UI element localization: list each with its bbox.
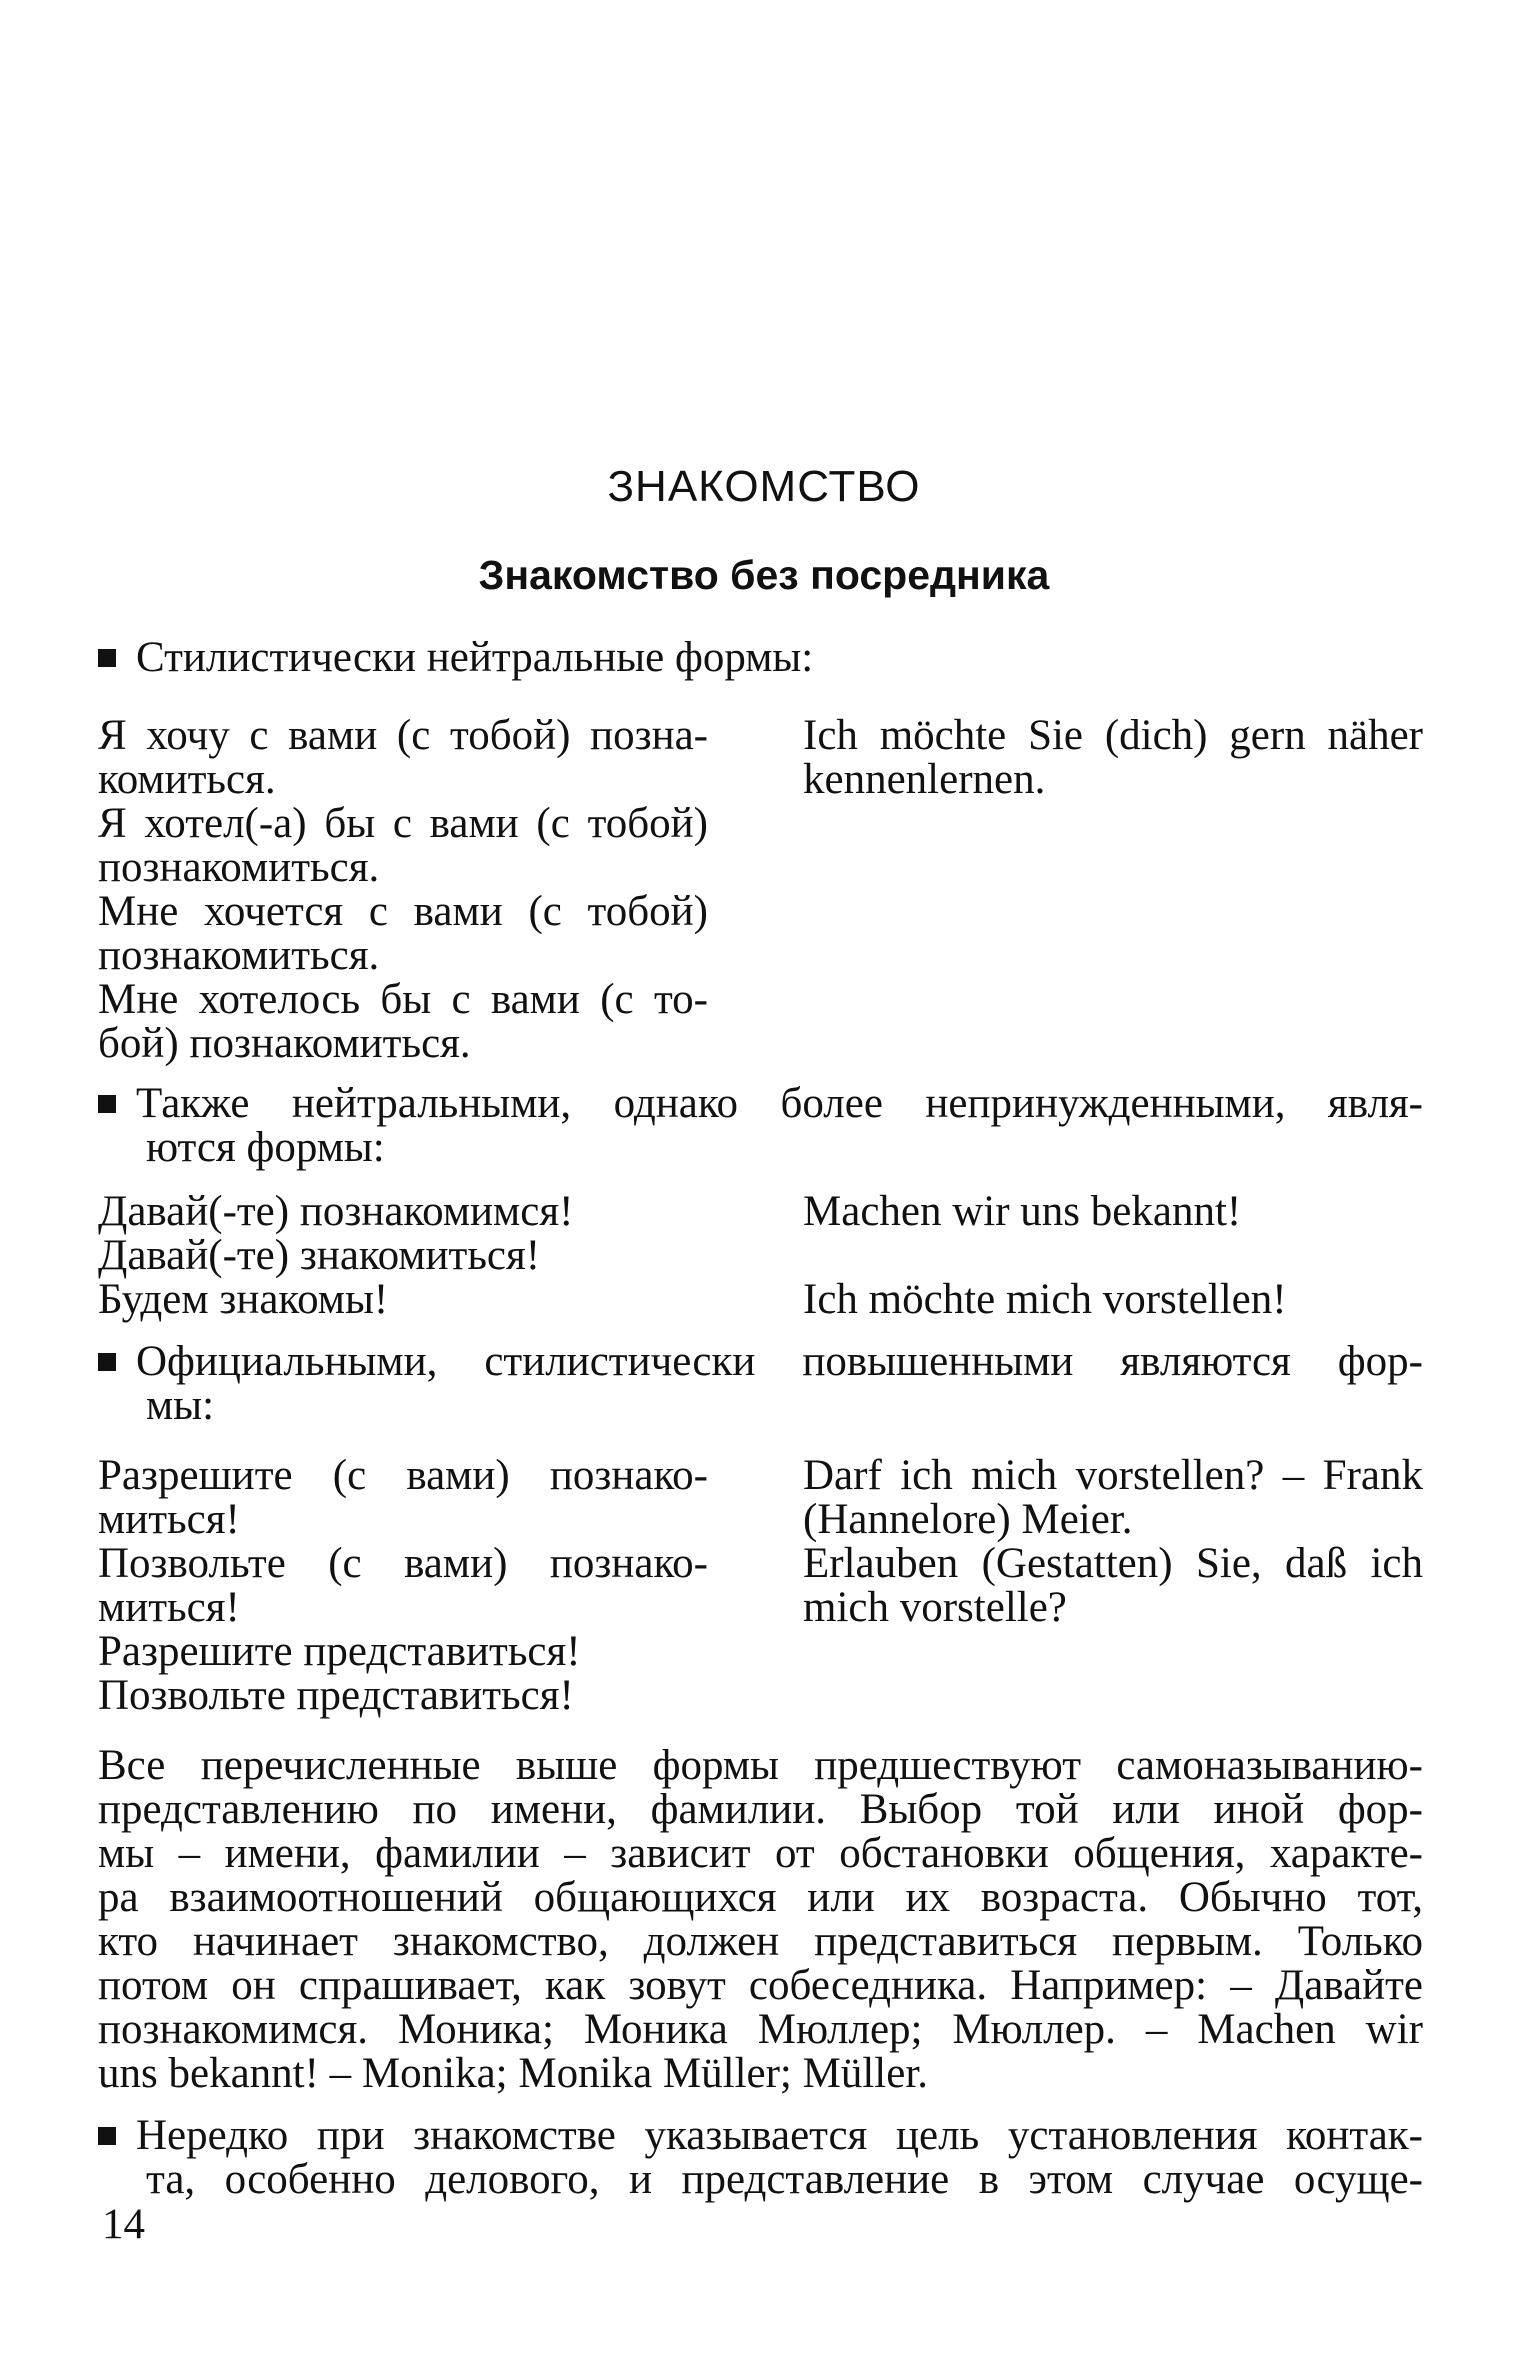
paragraph-line: представлению по имени, фамилии. Выбор той или иной фор- <box>98 1786 1423 1833</box>
ru-phrase-line: миться! <box>98 1584 240 1631</box>
ru-phrase-line: Мне хотелось бы с вами (с то- <box>98 976 708 1023</box>
section-subtitle: Знакомство без посредника <box>478 552 1050 598</box>
paragraph-line: Все перечисленные выше формы предшествуют самоназыванию- <box>98 1742 1423 1789</box>
ru-phrase-line: миться! <box>98 1496 240 1543</box>
ru-phrase-line: Давай(-те) познакомимся! <box>98 1188 574 1235</box>
page-number: 14 <box>102 2201 145 2248</box>
ru-phrase-line: Позвольте (с вами) познако- <box>98 1540 708 1587</box>
paragraph-line: ра взаимоотношений общающихся или их возраста. Обычно тот, <box>98 1874 1423 1921</box>
bullet-heading-continuation: та, особенно делового, и представление в этом случае осуще- <box>146 2156 1423 2203</box>
square-bullet-icon <box>98 2127 116 2145</box>
square-bullet-icon <box>98 649 116 667</box>
de-phrase-line: kennenlernen. <box>803 756 1046 803</box>
bullet-heading-informal: Также нейтральными, однако более непринужденными, явля- <box>98 1082 1423 1126</box>
paragraph-line: uns bekannt! – Monika; Monika Müller; Müller. <box>98 2050 929 2097</box>
ru-phrase-line: Позвольте представиться! <box>98 1672 574 1719</box>
ru-phrase-line: познакомиться. <box>98 932 380 979</box>
de-phrase-line: mich vorstelle? <box>803 1584 1067 1631</box>
paragraph-line: потом он спрашивает, как зовут собеседника. Например: – Давайте <box>98 1962 1423 2009</box>
de-phrase-line: (Hannelore) Meier. <box>803 1496 1133 1543</box>
bullet-heading-neutral: Стилистически нейтральные формы: <box>98 636 1423 680</box>
ru-phrase-line: Мне хочется с вами (с тобой) <box>98 888 708 935</box>
de-phrase-line: Darf ich mich vorstellen? – Frank <box>803 1452 1423 1499</box>
ru-phrase-line: комиться. <box>98 756 276 803</box>
bullet-heading-continuation: ются формы: <box>146 1124 385 1171</box>
chapter-title: ЗНАКОМСТВО <box>607 462 921 511</box>
bullet-heading-formal: Официальными, стилистически повышенными являются фор- <box>98 1340 1423 1384</box>
ru-phrase-line: Разрешите (с вами) познако- <box>98 1452 708 1499</box>
ru-phrase-line: познакомиться. <box>98 844 380 891</box>
bullet-heading-business: Нередко при знакомстве указывается цель установления контак- <box>98 2114 1423 2158</box>
ru-phrase-line: Будем знакомы! <box>98 1276 389 1323</box>
ru-phrase-line: Я хочу с вами (с тобой) позна- <box>98 712 708 759</box>
square-bullet-icon <box>98 1353 116 1371</box>
paragraph-line: кто начинает знакомство, должен представиться первым. Только <box>98 1918 1423 1965</box>
ru-phrase-line: бой) познакомиться. <box>98 1020 471 1067</box>
bullet-heading-continuation: мы: <box>146 1382 215 1429</box>
square-bullet-icon <box>98 1095 116 1113</box>
de-phrase-line: Erlauben (Gestatten) Sie, daß ich <box>803 1540 1423 1587</box>
ru-phrase-line: Я хотел(-а) бы с вами (с тобой) <box>98 800 708 847</box>
ru-phrase-line: Разрешите представиться! <box>98 1628 581 1675</box>
paragraph-line: мы – имени, фамилии – зависит от обстановки общения, характе- <box>98 1830 1423 1877</box>
de-phrase-line: Ich möchte Sie (dich) gern näher <box>803 712 1423 759</box>
de-phrase-line: Machen wir uns bekannt! <box>803 1188 1242 1235</box>
de-phrase-line: Ich möchte mich vorstellen! <box>803 1276 1287 1323</box>
ru-phrase-line: Давай(-те) знакомиться! <box>98 1232 541 1279</box>
paragraph-line: познакомимся. Моника; Моника Мюллер; Мюллер. – Machen wir <box>98 2006 1423 2053</box>
